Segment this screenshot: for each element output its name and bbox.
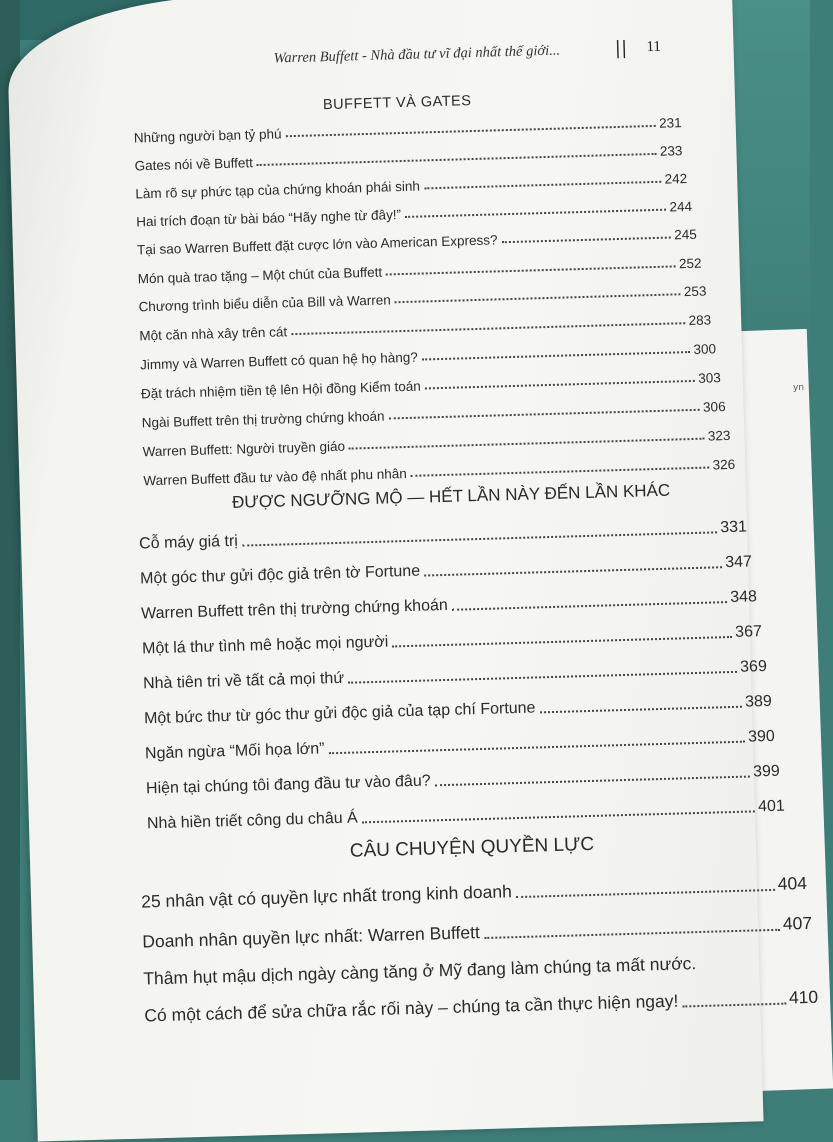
entry-page: 407 <box>782 912 813 934</box>
entry-title: Ngăn ngừa “Mối họa lớn” <box>144 740 325 763</box>
entry-title: Một căn nhà xây trên cát <box>139 324 288 344</box>
dot-leader <box>516 889 775 898</box>
toc-entry <box>144 984 818 1027</box>
entry-page: 369 <box>739 658 768 676</box>
entry-page: 300 <box>693 341 717 357</box>
entry-page: 253 <box>683 283 707 300</box>
entry-title: Warren Buffett: Người truyền giáo <box>142 438 346 460</box>
entry-page: 233 <box>659 143 683 159</box>
entry-page: 323 <box>707 427 731 444</box>
dot-leader <box>682 1003 786 1008</box>
dot-leader <box>452 601 728 611</box>
dot-leader <box>395 293 681 303</box>
dot-leader <box>362 810 755 823</box>
entry-title: Cỗ máy giá trị <box>138 532 239 553</box>
header-separator: || <box>615 36 629 59</box>
entry-page: 410 <box>788 986 819 1008</box>
entry-title: Warren Buffett trên thị trường chứng khoán <box>140 596 448 623</box>
toc-entry <box>145 724 775 764</box>
dot-leader <box>540 706 743 714</box>
dot-leader <box>425 380 695 390</box>
toc-entry <box>143 654 767 693</box>
entry-page: 326 <box>712 456 736 473</box>
entry-title: Hiện tại chúng tôi đang đầu tư vào đâu? <box>145 772 431 798</box>
entry-title: Nhà tiên tri về tất cả mọi thứ <box>142 669 345 693</box>
entry-title: Jimmy và Warren Buffett có quan hệ họ hàng? <box>139 349 418 373</box>
entry-page: 367 <box>734 623 763 641</box>
entry-title: Món quà trao tặng – Một chút của Buffett <box>137 264 383 287</box>
toc-entry <box>139 309 711 343</box>
entry-page: 390 <box>747 727 776 746</box>
entry-title: Làm rõ sự phức tạp của chứng khoán phái sinh <box>135 178 421 202</box>
dot-leader <box>291 322 686 335</box>
entry-title: Nhà hiền triết công du châu Á <box>146 809 358 833</box>
entry-page: 389 <box>744 692 773 711</box>
dot-leader <box>435 776 751 787</box>
dot-leader <box>286 125 657 137</box>
entry-title: Hai trích đoạn từ bài báo “Hãy nghe từ đây!” <box>135 207 402 230</box>
entry-page: 231 <box>658 115 682 131</box>
entry-page: 244 <box>669 198 693 215</box>
toc-entry <box>146 759 780 799</box>
dot-leader <box>348 671 737 684</box>
dot-leader <box>424 181 662 190</box>
book-page <box>6 0 819 1142</box>
entry-page: 283 <box>688 312 712 329</box>
dot-leader <box>422 351 691 361</box>
entry-title: Gates nói về Buffett <box>134 155 254 174</box>
dot-leader <box>424 566 722 576</box>
toc-entry <box>142 396 726 430</box>
entry-title-line2: Có một cách để sửa chữa rắc rối này – chúng ta cần thực hiện ngay! <box>144 990 679 1026</box>
toc-entry <box>142 910 812 953</box>
dot-leader <box>411 467 710 477</box>
entry-page: 331 <box>720 518 748 537</box>
entry-title: Một bức thư từ góc thư gửi độc giả của tạp chí Fortune <box>143 699 536 728</box>
toc-entry <box>141 584 757 623</box>
toc-entry <box>137 224 697 258</box>
dot-leader <box>329 741 746 755</box>
page-number: 11 <box>646 38 662 56</box>
entry-page: 404 <box>777 872 808 894</box>
section-title: CÂU CHUYỆN QUYỀN LỰC <box>349 833 595 862</box>
toc-entry <box>137 253 701 287</box>
entry-page: 399 <box>752 762 781 781</box>
entry-page: 252 <box>678 255 702 272</box>
background-side-text: yn <box>793 383 805 393</box>
entry-page: 348 <box>729 588 758 607</box>
dot-leader <box>484 929 780 939</box>
running-header <box>273 35 694 71</box>
entry-title: Những người bạn tỷ phú <box>133 126 282 146</box>
dot-leader <box>405 209 666 218</box>
entry-title: Đặt trách nhiệm tiền tệ lên Hội đồng Kiểm toán <box>140 378 422 402</box>
entry-page: 245 <box>674 226 697 243</box>
entry-title: Một góc thư gửi độc giả trên tờ Fortune <box>139 562 421 588</box>
entry-page: 303 <box>698 370 721 386</box>
toc-entry <box>140 338 716 372</box>
dot-leader <box>349 438 705 450</box>
entry-page: 242 <box>664 171 688 187</box>
toc-entry <box>139 515 747 554</box>
toc-entry <box>136 196 692 230</box>
dot-leader <box>502 237 672 244</box>
toc-entry <box>134 140 682 173</box>
dot-leader <box>242 531 717 546</box>
toc-entry <box>144 689 772 729</box>
toc-entry <box>138 281 706 315</box>
entry-title: Ngài Buffett trên thị trường chứng khoán <box>141 408 385 431</box>
section-title: ĐƯỢC NGƯỠNG MỘ — HẾT LẦN NÀY ĐẾN LẦN KHÁC <box>231 480 671 512</box>
entry-title: Doanh nhân quyền lực nhất: Warren Buffett <box>142 922 481 952</box>
dot-leader <box>389 409 701 420</box>
dot-leader <box>257 153 657 166</box>
toc-entry <box>140 549 752 588</box>
entry-title: 25 nhân vật có quyền lực nhất trong kinh doanh <box>140 881 513 912</box>
entry-page: 401 <box>757 797 785 816</box>
entry-title: Warren Buffett đầu tư vào đệ nhất phu nhân <box>143 465 407 489</box>
running-title: Warren Buffett - Nhà đầu tư vĩ đại nhất thế giới... <box>273 42 561 67</box>
dot-leader <box>392 636 732 647</box>
entry-title: Một lá thư tình mê hoặc mọi người <box>141 633 389 658</box>
toc-entry <box>141 367 721 401</box>
toc-entry <box>142 619 762 658</box>
toc-entry <box>134 112 682 145</box>
toc-entry <box>147 794 785 834</box>
entry-title: Tại sao Warren Buffett đặt cược lớn vào American Express? <box>136 232 498 258</box>
toc-entry <box>135 168 687 201</box>
entry-title: Chương trình biểu diễn của Bill và Warren <box>138 292 391 315</box>
section-title: BUFFETT VÀ GATES <box>322 93 472 114</box>
entry-title-line1: Thâm hụt mậu dịch ngày càng tăng ở Mỹ đang làm chúng ta mất nước. <box>143 953 697 989</box>
entry-page: 306 <box>702 399 726 415</box>
dot-leader <box>386 265 676 275</box>
entry-page: 347 <box>724 553 753 572</box>
toc-entry <box>141 870 807 913</box>
toc-entry <box>142 425 730 459</box>
